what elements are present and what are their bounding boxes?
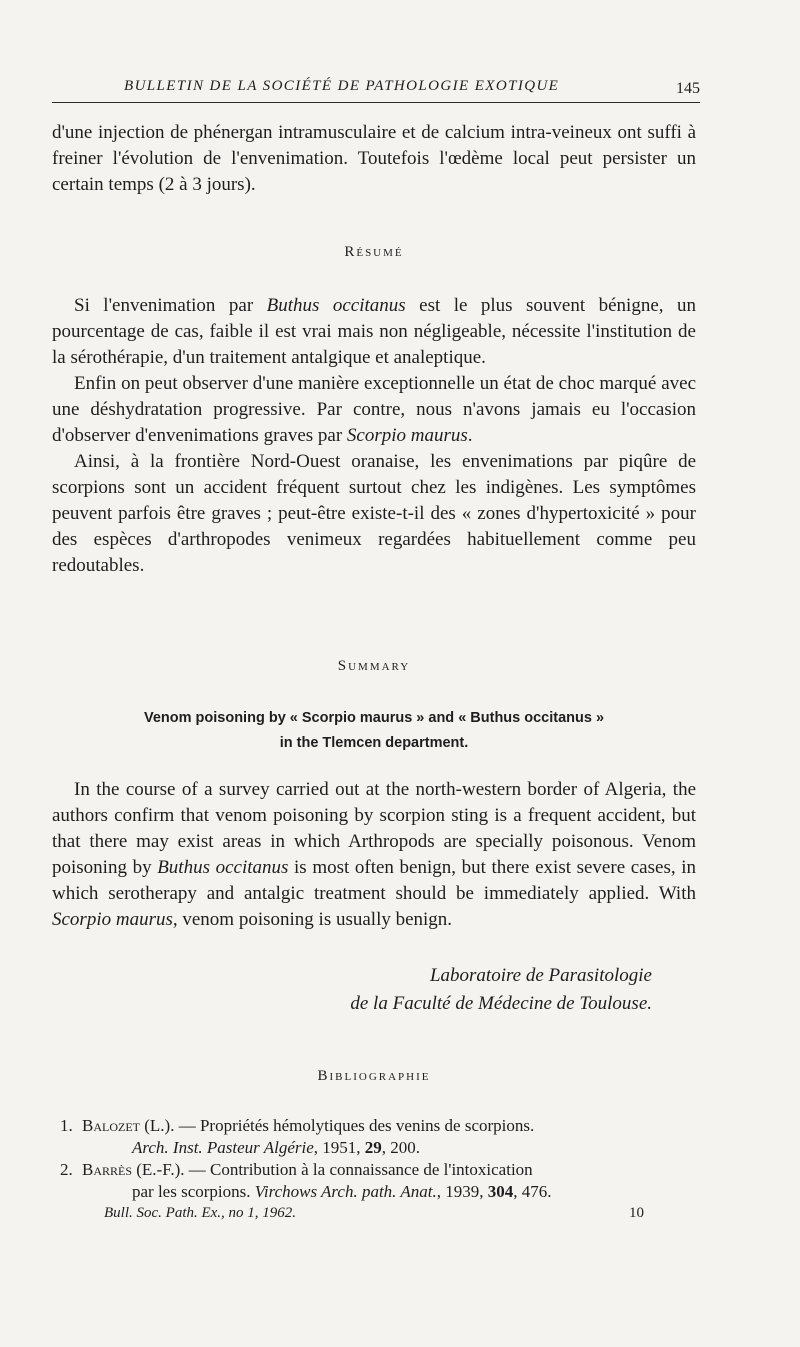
species-name: Scorpio maurus bbox=[52, 909, 173, 930]
reference-author: Barrès (E.-F.). bbox=[82, 1160, 185, 1179]
journal-title: BULLETIN DE LA SOCIÉTÉ DE PATHOLOGIE EXOTIQUE bbox=[124, 78, 560, 94]
resume-heading: Résumé bbox=[344, 244, 404, 260]
resume-paragraph-1 bbox=[52, 293, 696, 371]
summary-block bbox=[52, 777, 696, 933]
affiliation-line-1: Laboratoire de Parasitologie bbox=[429, 965, 652, 986]
species-name: Scorpio maurus bbox=[346, 425, 468, 446]
intro-block bbox=[52, 120, 696, 198]
text-run: Enfin on peut observer d'une manière exceptionnelle un état de choc marqué avec une déshydratation progressive. Par contre, nous n'avons jamais eu l'occasion d'observer d'envenimations graves par bbox=[52, 373, 696, 446]
reference-year: , 1939, bbox=[436, 1182, 488, 1201]
text-run: . bbox=[467, 425, 473, 446]
subtitle-line-1: Venom poisoning by « Scorpio maurus » and « Buthus occitanus » bbox=[143, 710, 605, 726]
text-run: est le plus souvent bénigne, un pourcentage de cas, faible il est vrai mais non négligeable, nécessite l'institution de la sérothérapie, d'un traitement antalgique et analeptique. bbox=[52, 295, 696, 368]
subtitle-line-2: in the Tlemcen department. bbox=[279, 735, 469, 751]
reference-source bbox=[132, 1137, 696, 1159]
species-name: Buthus occitanus bbox=[157, 857, 289, 878]
reference-journal: Virchows Arch. path. Anat. bbox=[254, 1182, 437, 1201]
affiliation bbox=[350, 962, 652, 1018]
text-run: Si l'envenimation par bbox=[74, 295, 267, 316]
summary-subtitle bbox=[52, 706, 696, 756]
page-number: 145 bbox=[676, 80, 700, 97]
reference-number: 1. bbox=[60, 1116, 73, 1135]
summary-heading: Summary bbox=[337, 658, 411, 674]
footer-signature-number: 10 bbox=[629, 1205, 644, 1221]
summary-paragraph bbox=[52, 777, 696, 933]
reference-pages: , 200. bbox=[381, 1138, 421, 1157]
reference-1 bbox=[52, 1115, 696, 1159]
reference-title-continued: par les scorpions. bbox=[132, 1182, 255, 1201]
reference-number: 2. bbox=[60, 1160, 73, 1179]
resume-paragraph-2 bbox=[52, 371, 696, 449]
running-head bbox=[52, 76, 700, 103]
reference-2 bbox=[52, 1159, 696, 1203]
text-run: is most often benign, but there exist severe cases, in which serotherapy and antalgic treatment should be immediately applied. With bbox=[52, 857, 696, 904]
intro-paragraph: d'une injection de phénergan intramusculaire et de calcium intra-veineux ont suffi à freiner l'évolution de l'envenimation. Toutefois l'œdème local peut persister un certain temps (2 à 3 jours). bbox=[52, 122, 696, 195]
reference-volume: 304 bbox=[487, 1182, 514, 1201]
reference-title: — Contribution à la connaissance de l'intoxication bbox=[184, 1160, 533, 1179]
reference-journal: Arch. Inst. Pasteur Algérie bbox=[132, 1138, 314, 1157]
species-name: Buthus occitanus bbox=[266, 295, 406, 316]
resume-block bbox=[52, 293, 696, 579]
reference-author: Balozet (L.). bbox=[82, 1116, 175, 1135]
reference-pages: , 476. bbox=[513, 1182, 552, 1201]
reference-year: , 1951, bbox=[313, 1138, 365, 1157]
footer-citation: Bull. Soc. Path. Ex., no 1, 1962. bbox=[104, 1205, 297, 1221]
text-run: , venom poisoning is usually benign. bbox=[172, 909, 453, 930]
reference-volume: 29 bbox=[364, 1138, 382, 1157]
resume-paragraph-3: Ainsi, à la frontière Nord-Ouest oranaise, les envenimations par piqûre de scorpions sont un accident fréquent surtout chez les indigènes. Les symptômes peuvent parfois être graves ; peut-être existe-t-il des « zones d'hypertoxicité » pour des espèces d'arthropodes venimeux regardées habituellement comme peu redoutables. bbox=[52, 451, 696, 576]
reference-source bbox=[132, 1181, 696, 1203]
bibliography-heading: Bibliographie bbox=[317, 1068, 431, 1084]
affiliation-line-2: de la Faculté de Médecine de Toulouse. bbox=[350, 993, 652, 1014]
reference-title: — Propriétés hémolytiques des venins de scorpions. bbox=[174, 1116, 535, 1135]
footer bbox=[104, 1205, 644, 1222]
text-run: In the course of a survey carried out at the north-western border of Algeria, the authors confirm that venom poisoning by scorpion sting is a frequent accident, but that there may exist areas in which Arthropods are specially poisonous. Venom poisoning by bbox=[52, 779, 696, 878]
